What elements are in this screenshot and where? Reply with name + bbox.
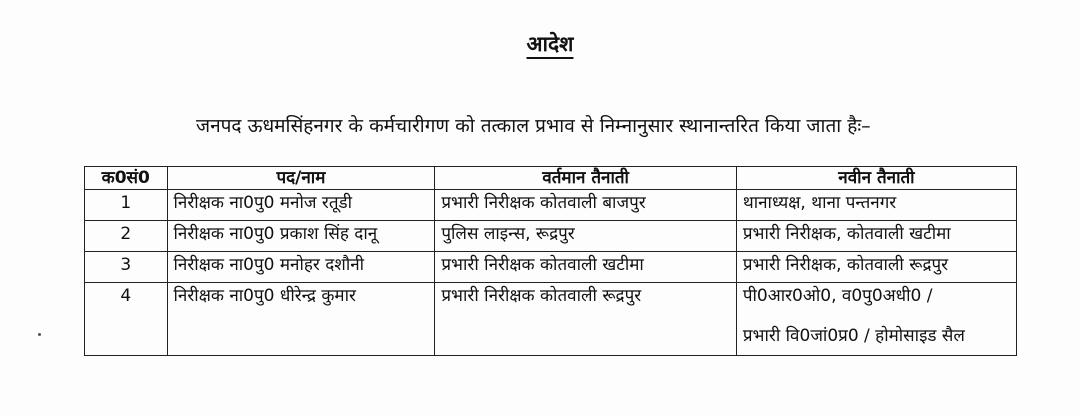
cell-new-posting: थानाध्यक्ष, थाना पन्तनगर — [736, 190, 1016, 221]
table-row — [85, 221, 1017, 252]
scan-speck — [38, 333, 41, 336]
cell-new-posting — [736, 283, 1016, 356]
document-title-text: आदेश — [526, 32, 574, 56]
header-post-name: पद/नाम — [167, 167, 435, 190]
intro-paragraph: जनपद ऊधमसिंहनगर के कर्मचारीगण को तत्काल प्रभाव से निम्नानुसार स्थानान्तरित किया जाता हैः– — [196, 115, 871, 137]
cell-post-name: निरीक्षक ना0पु0 मनोहर दशौनी — [167, 252, 435, 283]
table-row — [85, 252, 1017, 283]
cell-post-name: निरीक्षक ना0पु0 धीरेन्द्र कुमार — [167, 283, 435, 356]
cell-current-posting: प्रभारी निरीक्षक कोतवाली रूद्रपुर — [435, 283, 736, 356]
cell-current-posting: प्रभारी निरीक्षक कोतवाली खटीमा — [435, 252, 736, 283]
transfer-table — [84, 166, 1017, 356]
cell-current-posting: प्रभारी निरीक्षक कोतवाली बाजपुर — [435, 190, 736, 221]
header-current-posting: वर्तमान तैनाती — [435, 167, 736, 190]
cell-serial-number: 4 — [85, 283, 168, 356]
new-posting-line-2: प्रभारी वि0जां0प्र0 / होमोसाइड सैल — [742, 326, 965, 346]
cell-serial-number: 3 — [85, 252, 168, 283]
document-title — [0, 30, 1080, 58]
new-posting-line-1: पी0आर0ओ0, व0पु0अधी0 / — [742, 286, 933, 306]
cell-post-name: निरीक्षक ना0पु0 मनोज रतूडी — [167, 190, 435, 221]
table-header-row — [85, 167, 1017, 190]
table-row — [85, 190, 1017, 221]
cell-new-posting: प्रभारी निरीक्षक, कोतवाली खटीमा — [736, 221, 1016, 252]
cell-new-posting: प्रभारी निरीक्षक, कोतवाली रूद्रपुर — [736, 252, 1016, 283]
cell-serial-number: 2 — [85, 221, 168, 252]
header-new-posting: नवीन तैनाती — [736, 167, 1016, 190]
cell-current-posting: पुलिस लाइन्स, रूद्रपुर — [435, 221, 736, 252]
cell-post-name: निरीक्षक ना0पु0 प्रकाश सिंह दानू — [167, 221, 435, 252]
header-serial-number: क0सं0 — [85, 167, 168, 190]
table-row — [85, 283, 1017, 356]
cell-serial-number: 1 — [85, 190, 168, 221]
